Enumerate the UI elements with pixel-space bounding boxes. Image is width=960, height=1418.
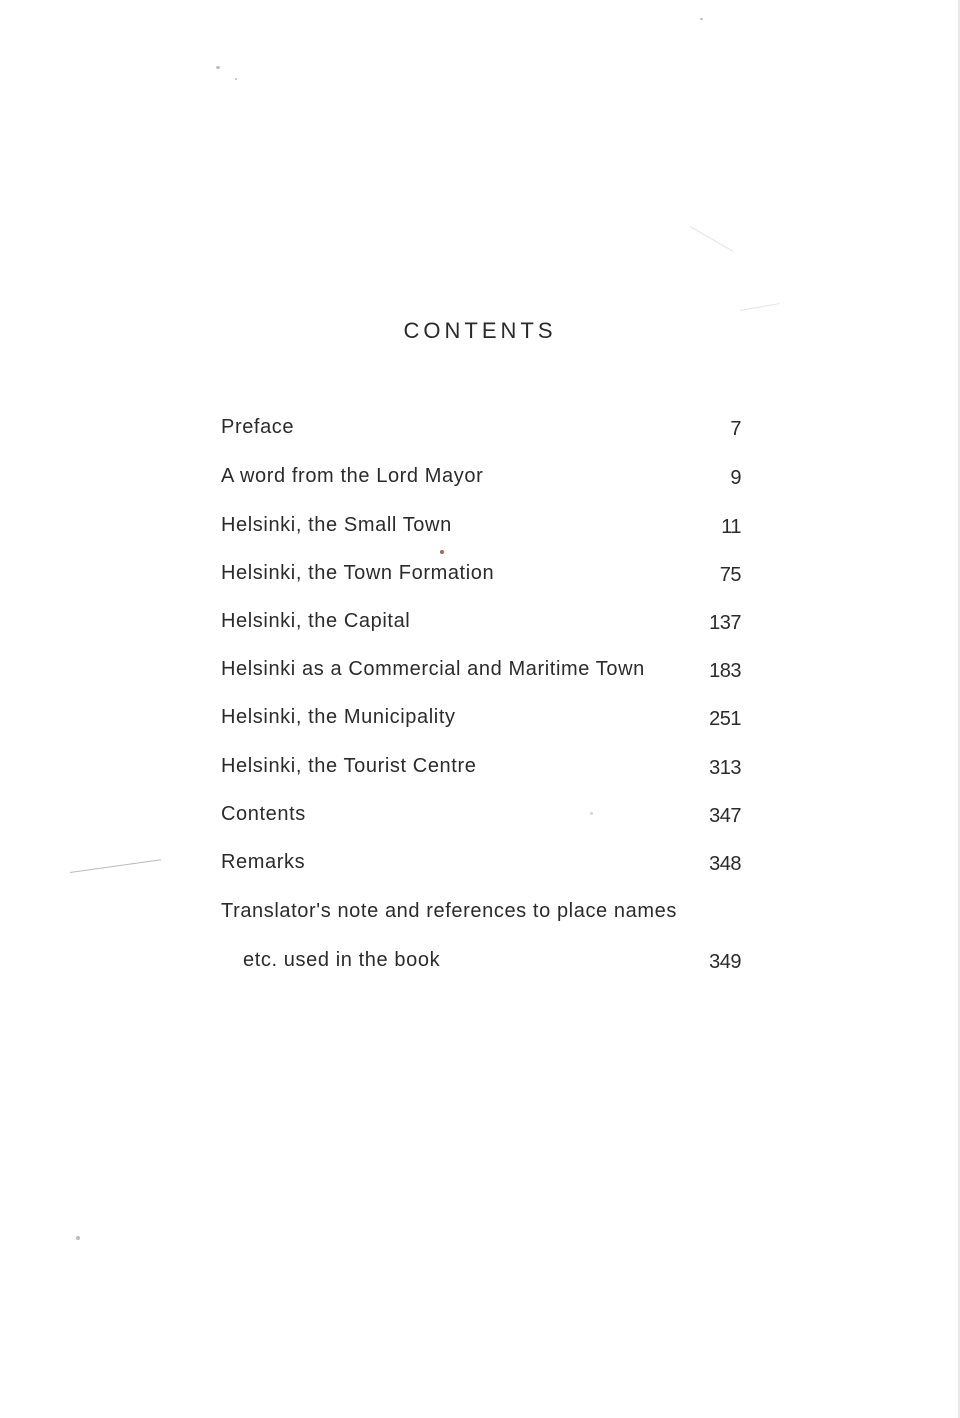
- toc-entry-label: Preface: [221, 416, 295, 438]
- toc-entry-label: A word from the Lord Mayor: [221, 465, 484, 487]
- toc-entry-tourist-centre: [221, 755, 741, 787]
- scan-speck: [216, 66, 220, 69]
- toc-entry-page: 11: [721, 516, 741, 538]
- toc-entry-remarks: [221, 851, 741, 883]
- toc-entry-commercial-maritime: [221, 658, 741, 690]
- toc-entry-lord-mayor: [221, 465, 741, 497]
- toc-entry-label: Helsinki, the Town Formation: [221, 562, 495, 584]
- toc-entry-label: Helsinki, the Municipality: [221, 706, 456, 728]
- scan-speck: [440, 550, 444, 554]
- scan-scratch: [690, 226, 734, 252]
- toc-entry-page: 349: [709, 951, 741, 973]
- toc-entry-municipality: [221, 706, 741, 738]
- toc-entry-page: 347: [709, 805, 741, 827]
- toc-entry-page: 183: [709, 660, 741, 682]
- toc-entry-label: etc. used in the book: [243, 949, 441, 971]
- toc-entry-translators-note-continued: [221, 949, 741, 981]
- scan-speck: [235, 78, 237, 80]
- toc-entry-label: Remarks: [221, 851, 306, 873]
- toc-entry-label: Helsinki, the Tourist Centre: [221, 755, 477, 777]
- toc-entry-label: Helsinki as a Commercial and Maritime Town: [221, 658, 645, 680]
- toc-entry-small-town: [221, 514, 741, 546]
- toc-entry-label: Helsinki, the Small Town: [221, 514, 452, 536]
- toc-entry-label: Contents: [221, 803, 306, 825]
- toc-entry-preface: [221, 416, 741, 448]
- toc-entry-page: 7: [730, 418, 741, 440]
- scan-scratch: [70, 859, 161, 873]
- page-title: CONTENTS: [403, 318, 557, 343]
- toc-entry-label: Helsinki, the Capital: [221, 610, 411, 632]
- toc-entry-page: 348: [709, 853, 741, 875]
- scan-speck: [76, 1236, 80, 1240]
- toc-entry-page: 9: [730, 467, 741, 489]
- toc-entry-contents: [221, 803, 741, 835]
- toc-entry-capital: [221, 610, 741, 642]
- scan-scratch: [740, 303, 780, 311]
- toc-entry-page: 251: [709, 708, 741, 730]
- toc-entry-page: 313: [709, 757, 741, 779]
- scan-speck: [700, 18, 703, 20]
- toc-entry-translators-note: [221, 900, 701, 932]
- toc-entry-page: 137: [709, 612, 741, 634]
- toc-entry-town-formation: [221, 562, 741, 594]
- toc-entry-label: Translator's note and references to place names: [221, 900, 677, 922]
- toc-entry-page: 75: [719, 564, 741, 586]
